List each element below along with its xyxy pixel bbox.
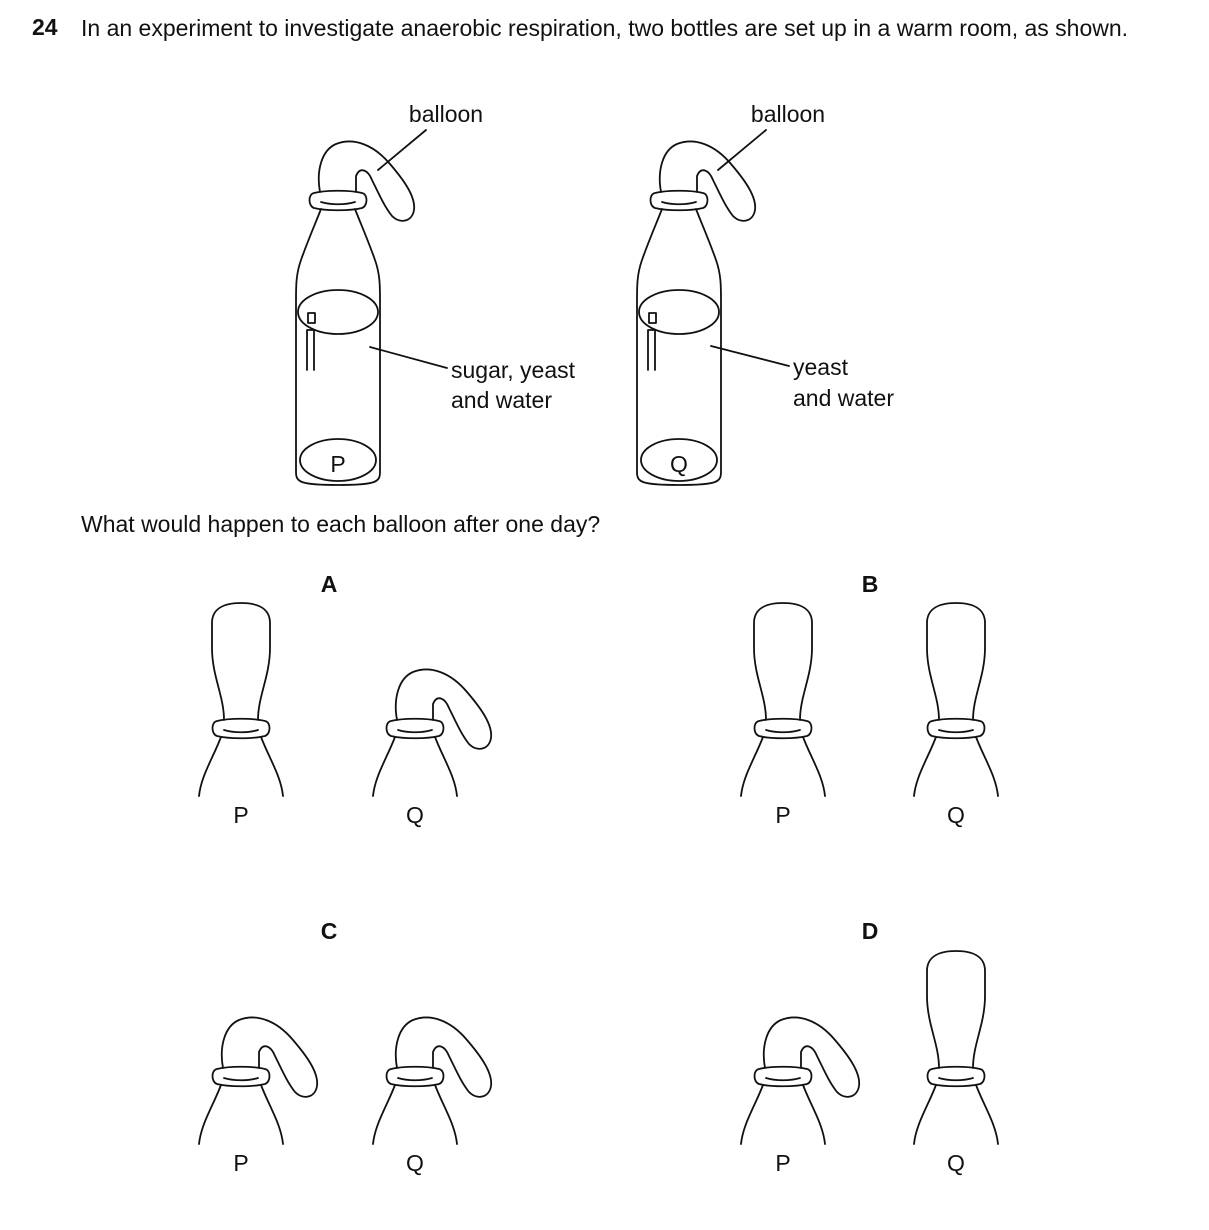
option-d[interactable] [741, 918, 998, 1176]
bottle-p-label: P [330, 451, 346, 477]
option-c[interactable] [199, 918, 491, 1176]
option-b-p-bottle [741, 603, 825, 796]
option-c-q-label: Q [406, 1150, 424, 1176]
option-a[interactable] [199, 571, 491, 828]
option-b-p-label: P [775, 802, 791, 828]
option-d-p-label: P [775, 1150, 791, 1176]
option-d-p-bottle [741, 1017, 859, 1144]
contents-p-label-1: sugar, yeast [451, 357, 576, 383]
contents-q-leader [711, 346, 789, 366]
option-b[interactable] [741, 571, 998, 828]
question-number: 24 [32, 14, 58, 40]
bottle-q [637, 141, 755, 485]
option-c-q-bottle [373, 1017, 491, 1144]
option-a-q-label: Q [406, 802, 424, 828]
balloon-p-leader [378, 130, 426, 170]
contents-p-leader [370, 347, 447, 368]
balloon-q-leader [718, 130, 766, 170]
option-b-q-bottle [914, 603, 998, 796]
question-text: In an experiment to investigate anaerobic respiration, two bottles are set up in a warm room, as shown. [81, 15, 1129, 41]
bottle-p [296, 141, 414, 485]
option-d-letter: D [861, 918, 879, 944]
question-prompt: What would happen to each balloon after one day? [81, 511, 601, 537]
option-c-letter: C [320, 918, 338, 944]
option-a-q-bottle [373, 669, 491, 796]
contents-q-label-2: and water [793, 385, 895, 411]
option-d-q-label: Q [947, 1150, 965, 1176]
option-d-q-bottle [914, 951, 998, 1144]
option-b-q-label: Q [947, 802, 965, 828]
balloon-q-label: balloon [750, 101, 826, 127]
option-a-letter: A [320, 571, 338, 597]
option-a-p-label: P [233, 802, 249, 828]
option-b-letter: B [861, 571, 879, 597]
option-c-p-bottle [199, 1017, 317, 1144]
option-c-p-label: P [233, 1150, 249, 1176]
balloon-p-label: balloon [408, 101, 484, 127]
contents-q-label-1: yeast [793, 354, 848, 380]
bottle-q-label: Q [670, 451, 688, 477]
contents-p-label-2: and water [451, 387, 553, 413]
option-a-p-bottle [199, 603, 283, 796]
